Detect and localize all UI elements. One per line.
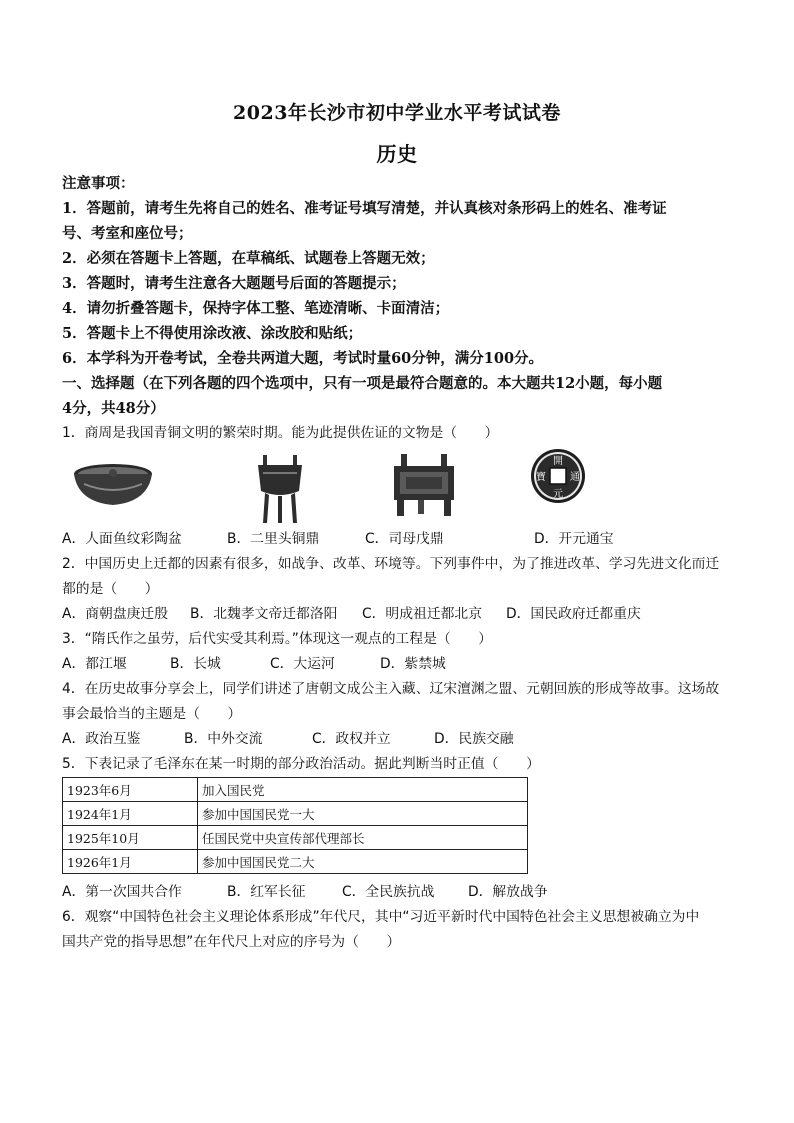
option-c[interactable]: C．大运河: [270, 656, 335, 672]
option-c[interactable]: C．政权并立: [312, 731, 391, 747]
option-d[interactable]: D．解放战争: [468, 884, 548, 900]
question-6-stem: 6．观察“中国特色社会主义理论体系形成”年代尺，其中“习近平新时代中国特色社会主义思想被确立为中: [62, 909, 700, 925]
option-a[interactable]: A．政治互鉴: [62, 731, 141, 747]
note-item: 3．答题时，请考生注意各大题题号后面的答题提示；: [62, 275, 406, 292]
section-heading-cont: 4分，共48分）: [62, 400, 165, 417]
table-cell-event: 参加中国国民党二大: [198, 850, 528, 874]
option-b[interactable]: B．北魏孝文帝迁都洛阳: [190, 606, 338, 622]
bowl-icon: [72, 462, 154, 512]
option-c[interactable]: C．全民族抗战: [342, 884, 435, 900]
tripod-cauldron-icon: [255, 453, 305, 529]
option-d[interactable]: D．开元通宝: [534, 531, 614, 547]
note-item: 2．必须在答题卡上答题，在草稿纸、试题卷上答题无效；: [62, 250, 435, 267]
question-6-stem-cont: 国共产党的指导思想”在年代尺上对应的序号为（ ）: [62, 934, 401, 950]
option-c[interactable]: C．司母戊鼎: [365, 531, 444, 547]
question-4-stem-cont: 事会最恰当的主题是（ ）: [62, 706, 242, 722]
option-b[interactable]: B．二里头铜鼎: [227, 531, 320, 547]
coin-icon: [530, 448, 586, 508]
option-a[interactable]: A．都江堰: [62, 656, 127, 672]
option-b[interactable]: B．中外交流: [184, 731, 263, 747]
note-item: 1．答题前，请考生先将自己的姓名、准考证号填写清楚，并认真核对条形码上的姓名、准考证: [62, 200, 667, 217]
coin-char: 元: [553, 489, 563, 500]
option-b[interactable]: B．红军长征: [227, 884, 306, 900]
option-c[interactable]: C．明成祖迁都北京: [362, 606, 483, 622]
note-item: 4．请勿折叠答题卡，保持字体工整、笔迹清晰、卡面清洁；: [62, 300, 450, 317]
question-1-stem: 1．商周是我国青铜文明的繁荣时期。能为此提供佐证的文物是（ ）: [62, 425, 499, 441]
table-row: [63, 826, 528, 850]
note-item: 号、考室和座位号；: [62, 225, 193, 242]
option-d[interactable]: D．紫禁城: [380, 656, 446, 672]
question-5-options: [62, 880, 742, 905]
question-1-options: [62, 527, 742, 552]
question-3-stem: 3．“隋氏作之虽劳，后代实受其利焉。”体现这一观点的工程是（ ）: [62, 631, 493, 647]
section-heading: 一、选择题（在下列各题的四个选项中，只有一项是最符合题意的。本大题共12小题，每小题: [62, 375, 663, 392]
table-row: [63, 778, 528, 802]
question-4-stem: 4．在历史故事分享会上，同学们讲述了唐朝文成公主入藏、辽宋澶渊之盟、元朝回族的形成等故事。这场故: [62, 681, 720, 697]
table-row: [63, 850, 528, 874]
option-a[interactable]: A．第一次国共合作: [62, 884, 182, 900]
table-cell-event: 任国民党中央宣传部代理部长: [198, 826, 528, 850]
activity-table: [62, 777, 528, 874]
option-a[interactable]: A．商朝盘庚迁殷: [62, 606, 169, 622]
question-2-stem: 2．中国历史上迁都的因素有很多，如战争、改革、环境等。下列事件中，为了推进改革、学习先进文化而迁: [62, 556, 720, 572]
option-d[interactable]: D．国民政府迁都重庆: [506, 606, 641, 622]
coin-char: 通: [570, 472, 580, 483]
subject-title: 历史: [376, 142, 418, 166]
note-item: 5．答题卡上不得使用涂改液、涂改胶和贴纸；: [62, 325, 363, 342]
table-cell-date: 1925年10月: [63, 826, 198, 850]
coin-char: 開: [553, 456, 563, 467]
option-a[interactable]: A．人面鱼纹彩陶盆: [62, 531, 182, 547]
question-2-stem-cont: 都的是（ ）: [62, 581, 159, 597]
notes-heading: 注意事项：: [62, 175, 135, 192]
square-cauldron-icon: [391, 452, 457, 522]
option-b[interactable]: B．长城: [170, 656, 221, 672]
table-cell-event: 加入国民党: [198, 778, 528, 802]
note-item: 6．本学科为开卷考试，全卷共两道大题，考试时量60分钟，满分100分。: [62, 350, 544, 367]
question-3-options: [62, 652, 742, 677]
exam-title: 2023年长沙市初中学业水平考试试卷: [233, 102, 561, 124]
table-cell-event: 参加中国国民党一大: [198, 802, 528, 826]
coin-char: 寶: [536, 472, 546, 483]
table-cell-date: 1923年6月: [63, 778, 198, 802]
table-row: [63, 802, 528, 826]
question-4-options: [62, 727, 742, 752]
option-d[interactable]: D．民族交融: [434, 731, 514, 747]
table-cell-date: 1924年1月: [63, 802, 198, 826]
table-cell-date: 1926年1月: [63, 850, 198, 874]
question-2-options: [62, 602, 742, 627]
question-5-stem: 5．下表记录了毛泽东在某一时期的部分政治活动。据此判断当时正值（ ）: [62, 756, 540, 772]
